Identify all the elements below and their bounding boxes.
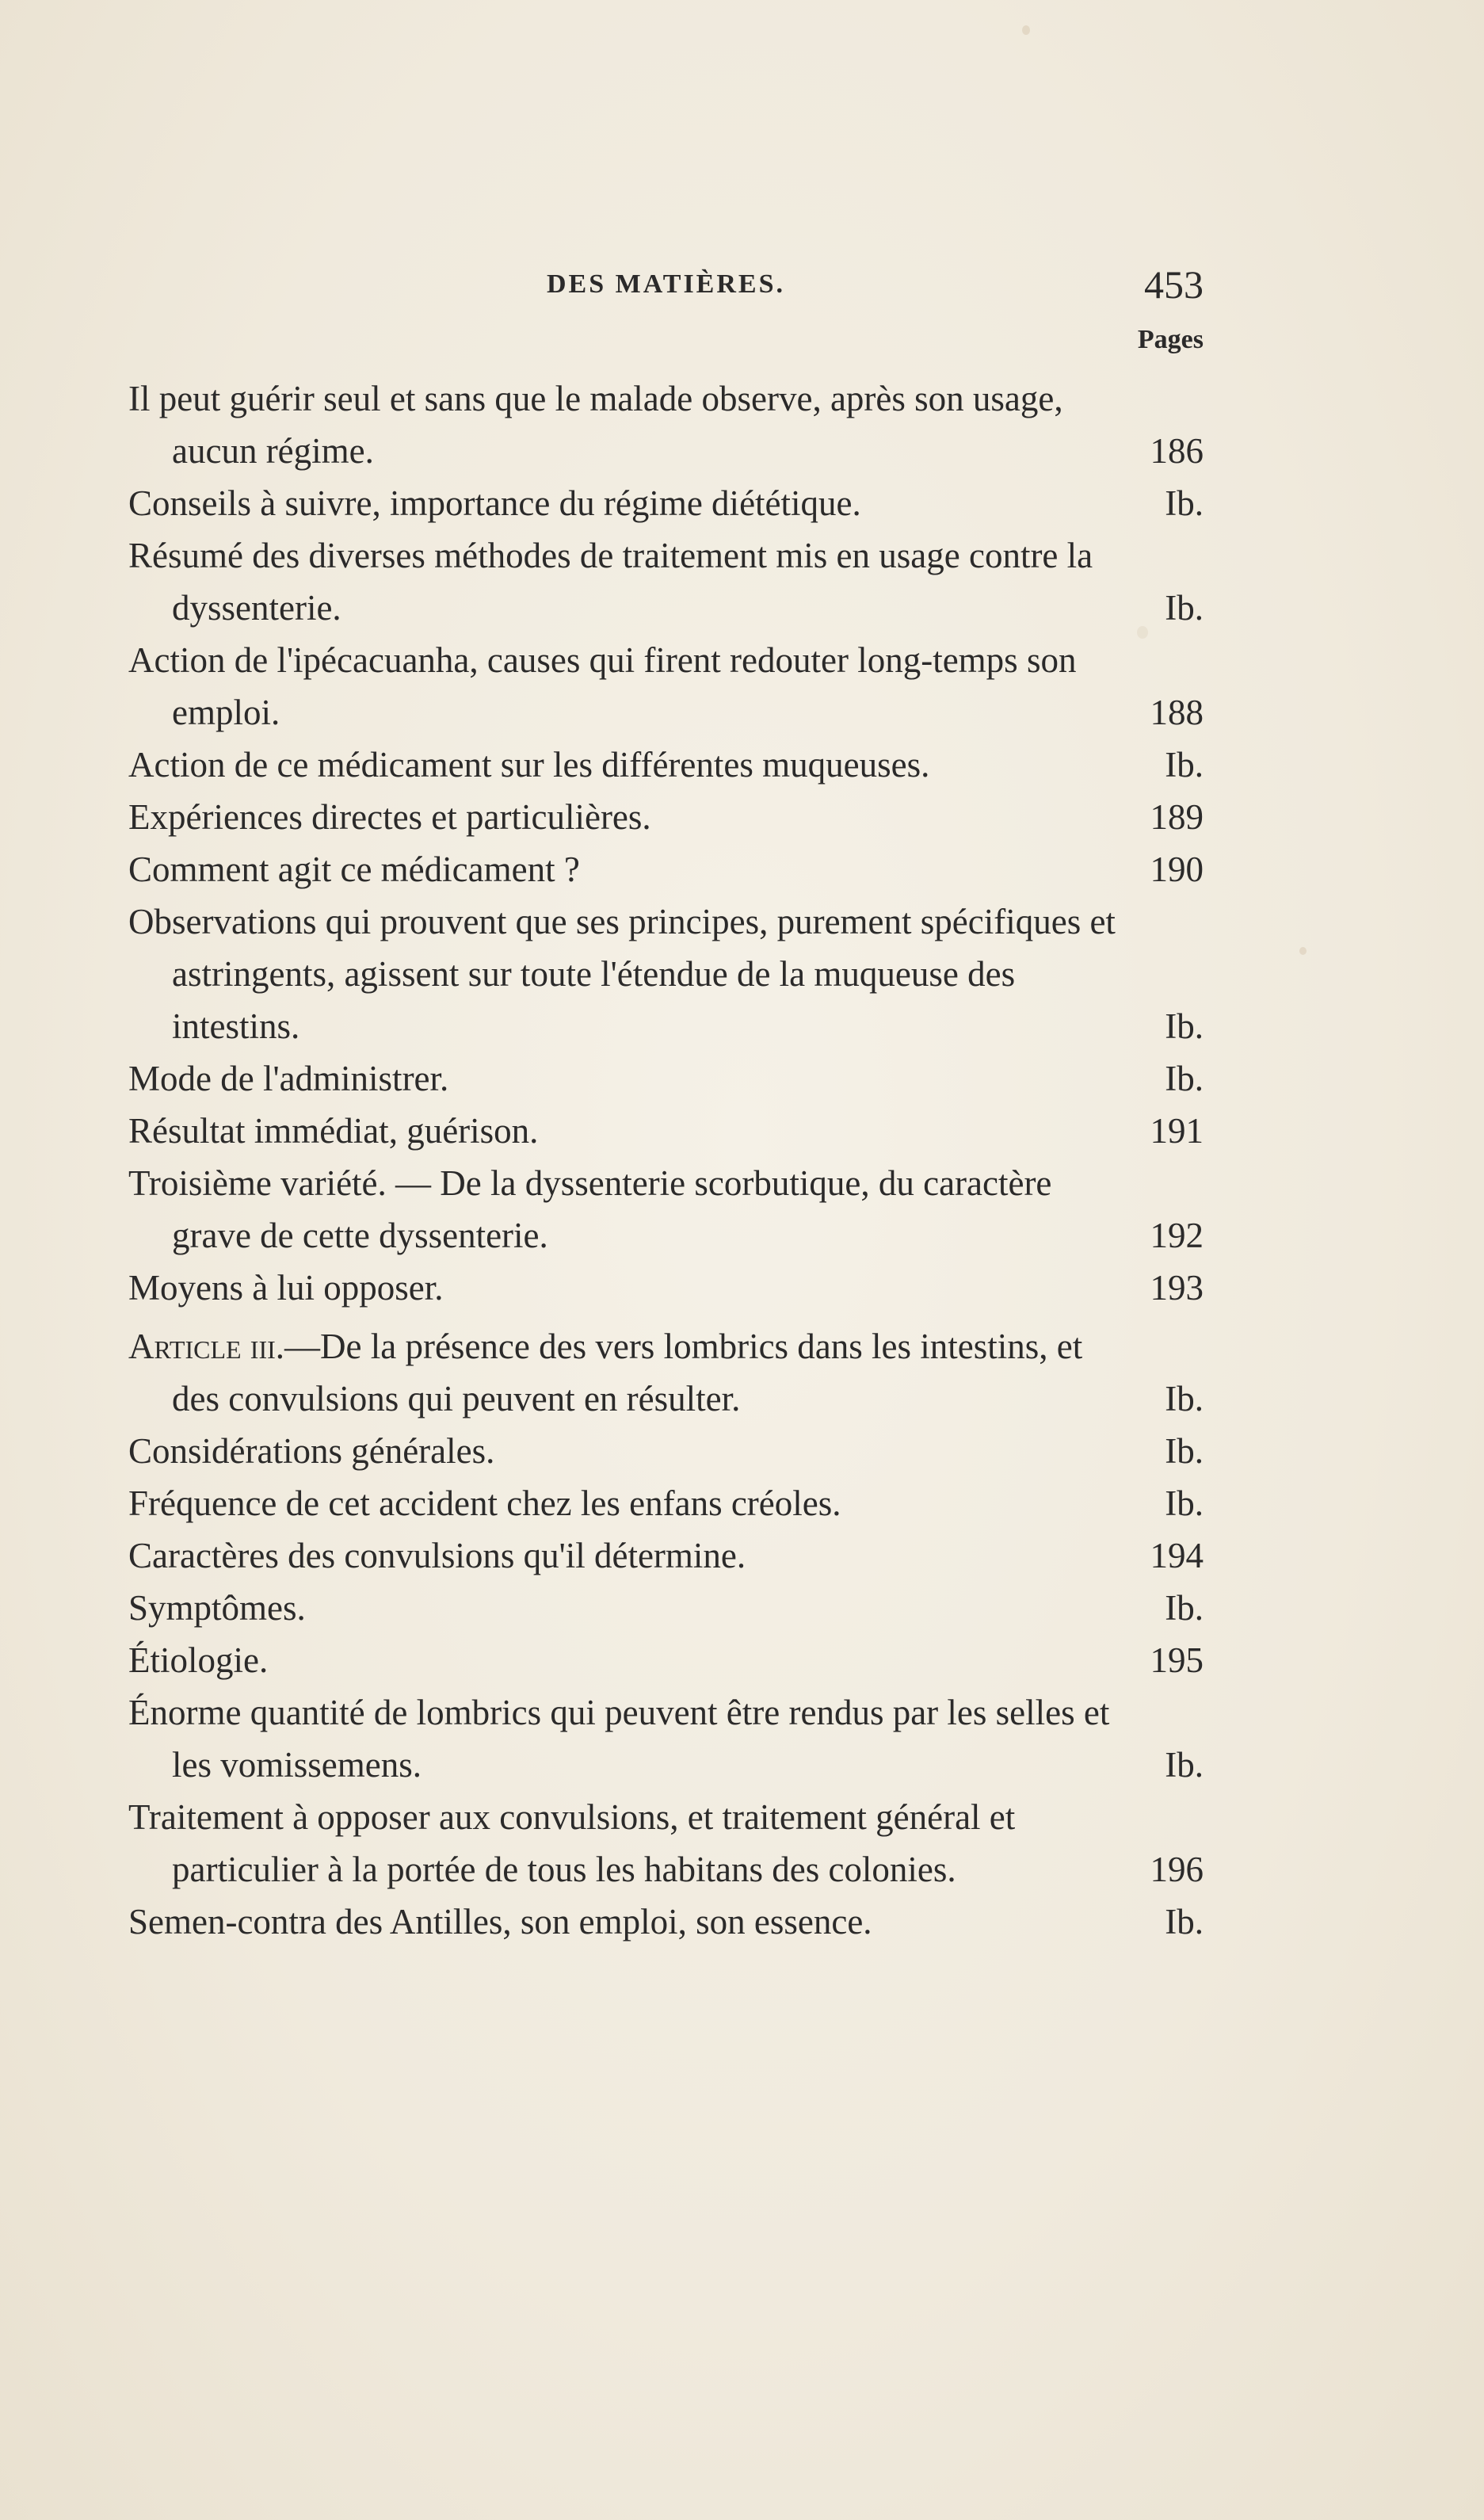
toc-entry — [128, 1105, 1204, 1157]
toc-entry-text: Semen-contra des Antilles, son emploi, son essence. — [128, 1902, 872, 1942]
toc-entry-text: Résumé des diverses méthodes de traitement mis en usage contre la dyssenterie. — [128, 536, 1093, 628]
toc-entry-text: Troisième variété. — De la dyssenterie scorbutique, du caractère grave de cette dyssenterie. — [128, 1163, 1052, 1255]
toc-entry — [128, 1425, 1204, 1477]
toc-entry-page: Ib. — [1165, 1745, 1204, 1785]
toc-entry-page: 193 — [1150, 1268, 1204, 1308]
page-number: 453 — [1144, 262, 1204, 307]
toc-entry — [128, 739, 1204, 791]
toc-entry-text: Symptômes. — [128, 1588, 306, 1628]
toc-entry — [128, 895, 1204, 1052]
toc-entry — [128, 1634, 1204, 1686]
toc-entry — [128, 1529, 1204, 1582]
toc-entry-text: Résultat immédiat, guérison. — [128, 1111, 539, 1151]
toc-entry-text: Conseils à suivre, importance du régime diététique. — [128, 483, 861, 523]
article-label: Article iii. — [128, 1327, 285, 1366]
table-of-contents — [128, 372, 1204, 1948]
toc-entry-text: Action de l'ipécacuanha, causes qui firent redouter long-temps son emploi. — [128, 640, 1077, 732]
pages-column-heading: Pages — [1137, 325, 1204, 354]
toc-entry-text: Il peut guérir seul et sans que le malade observe, après son usage, aucun régime. — [128, 379, 1063, 471]
running-title: DES MATIÈRES. — [547, 269, 785, 299]
toc-entry-text — [128, 1327, 1082, 1418]
toc-entry-text: Observations qui prouvent que ses principes, purement spécifiques et astringents, agissent sur toute l'étendue de la muqueuse des intestins. — [128, 902, 1116, 1046]
toc-entry-page: Ib. — [1165, 1379, 1204, 1418]
toc-entry-text: Étiologie. — [128, 1640, 269, 1680]
toc-entry — [128, 1896, 1204, 1948]
toc-entry — [128, 1686, 1204, 1791]
toc-entry — [128, 634, 1204, 739]
toc-entry-page: Ib. — [1165, 1059, 1204, 1098]
toc-entry-text: Expériences directes et particulières. — [128, 797, 651, 837]
toc-entry-page: 191 — [1150, 1111, 1204, 1151]
toc-entry-page: 190 — [1150, 850, 1204, 889]
toc-entry-page: 195 — [1150, 1640, 1204, 1680]
toc-article-entry — [128, 1320, 1204, 1425]
toc-entry — [128, 477, 1204, 529]
toc-entry — [128, 791, 1204, 843]
toc-entry-text: Action de ce médicament sur les différentes muqueuses. — [128, 745, 930, 785]
toc-entry — [128, 1157, 1204, 1262]
paper-stain — [1022, 25, 1030, 35]
paper-stain — [1299, 947, 1307, 955]
toc-entry — [128, 529, 1204, 634]
toc-entry-page: Ib. — [1165, 1588, 1204, 1628]
toc-entry-page: Ib. — [1165, 745, 1204, 785]
toc-entry-text: Considérations générales. — [128, 1431, 495, 1471]
toc-entry-page: 188 — [1150, 693, 1204, 732]
toc-entry-text: Traitement à opposer aux convulsions, et traitement général et particulier à la portée de tous les habitans des colonies. — [128, 1797, 1016, 1889]
toc-entry-page: 186 — [1150, 431, 1204, 471]
toc-entry — [128, 372, 1204, 477]
toc-entry-text: Caractères des convulsions qu'il détermine. — [128, 1536, 746, 1575]
toc-entry-text: Énorme quantité de lombrics qui peuvent être rendus par les selles et les vomissemens. — [128, 1693, 1110, 1785]
toc-entry-page: 192 — [1150, 1216, 1204, 1255]
toc-entry-text: Mode de l'administrer. — [128, 1059, 449, 1098]
toc-entry — [128, 1791, 1204, 1896]
toc-entry-page: Ib. — [1165, 1006, 1204, 1046]
toc-entry-text: Fréquence de cet accident chez les enfans créoles. — [128, 1483, 841, 1523]
toc-entry-page: Ib. — [1165, 483, 1204, 523]
toc-entry-page: Ib. — [1165, 1902, 1204, 1942]
toc-entry — [128, 1052, 1204, 1105]
toc-entry-text: Comment agit ce médicament ? — [128, 850, 580, 889]
toc-entry-page: 189 — [1150, 797, 1204, 837]
toc-entry — [128, 1477, 1204, 1529]
article-title: —De la présence des vers lombrics dans les intestins, et des convulsions qui peuvent en résulter. — [172, 1327, 1083, 1418]
toc-entry — [128, 1262, 1204, 1314]
toc-entry-page: Ib. — [1165, 588, 1204, 628]
toc-entry — [128, 843, 1204, 895]
running-head — [128, 262, 1204, 309]
toc-entry-page: 196 — [1150, 1850, 1204, 1889]
toc-entry-page: 194 — [1150, 1536, 1204, 1575]
toc-entry — [128, 1582, 1204, 1634]
toc-entry-page: Ib. — [1165, 1483, 1204, 1523]
toc-entry-page: Ib. — [1165, 1431, 1204, 1471]
toc-entry-text: Moyens à lui opposer. — [128, 1268, 444, 1308]
